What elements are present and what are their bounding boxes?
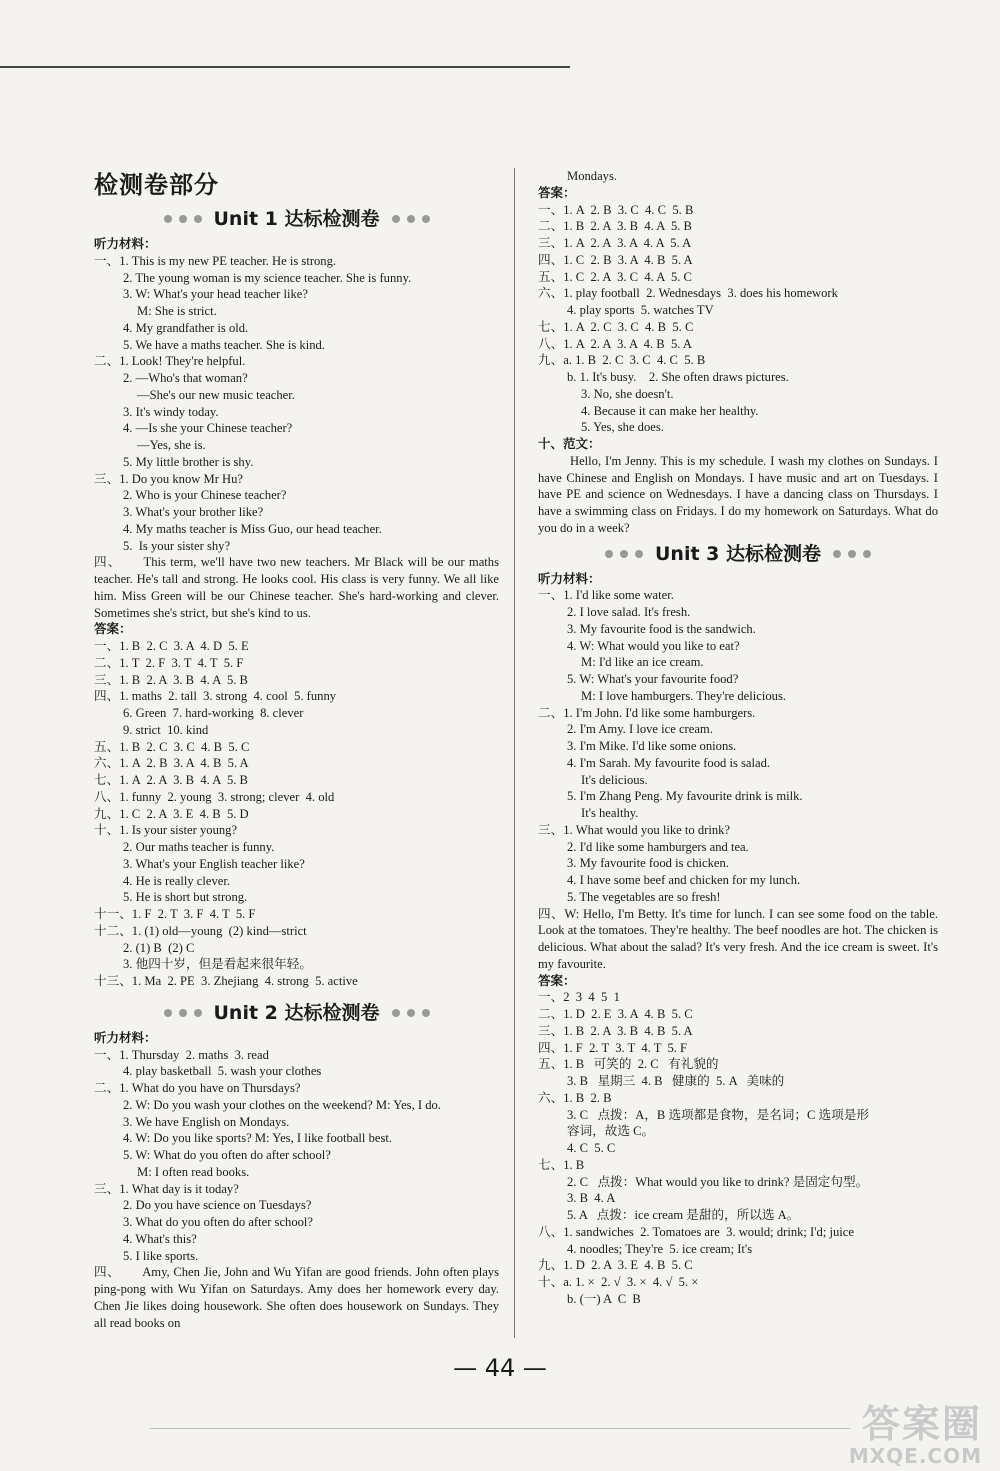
unit2-answers xyxy=(538,202,938,437)
text-line: M: She is strict. xyxy=(137,304,217,318)
watermark-logo xyxy=(849,1403,982,1467)
text-line: 三、1. What day is it today? xyxy=(94,1181,239,1196)
text-line: 5. W: What do you often do after school? xyxy=(123,1148,331,1162)
text-line: 3. My favourite food is chicken. xyxy=(567,856,729,871)
unit2-answers-label: 答案： xyxy=(538,184,576,200)
unit2-passage-cont: Mondays. xyxy=(567,169,618,183)
text-line: 容词，故选 C。 xyxy=(567,1124,655,1139)
text-line: 七、1. A 2. C 3. C 4. B 5. C xyxy=(538,319,694,334)
unit3-passage: 四、W: Hello, I'm Betty. It's time for lunch. I can see some food on the table. Look at the tomatoes. They're healthy. The beef noodles are hot. The chicken is delicious. What about the salad? It's very fresh. And the ice cream is sweet. It's my favourite. xyxy=(538,906,938,971)
text-line: —She's our new music teacher. xyxy=(137,387,295,402)
text-line: 二、1. B 2. A 3. B 4. A 5. B xyxy=(538,219,692,234)
unit3-listening xyxy=(538,587,938,905)
text-line: 二、1. I'm John. I'd like some hamburgers. xyxy=(538,705,756,720)
text-line: 2. W: Do you wash your clothes on the weekend? M: Yes, I do. xyxy=(123,1097,441,1112)
text-line: 二、1. Look! They're helpful. xyxy=(94,354,246,369)
unit2-title: Unit 2 达标检测卷 xyxy=(213,1001,380,1024)
text-line: 6. Green 7. hard-working 8. clever xyxy=(123,706,304,720)
text-line: 3. C 点拨：A，B 选项都是食物，是名词；C 选项是形 xyxy=(567,1107,869,1122)
unit2-passage-lead: 四、 xyxy=(94,1265,121,1280)
unit2-essay-label: 十、范文： xyxy=(538,436,601,451)
text-line: 六、1. A 2. B 3. A 4. B 5. A xyxy=(94,756,249,771)
text-line: 3. W: What's your head teacher like? xyxy=(123,287,308,302)
text-line: 5. We have a maths teacher. She is kind. xyxy=(123,337,325,352)
text-line: 四、1. C 2. B 3. A 4. B 5. A xyxy=(538,252,693,267)
unit1-listening xyxy=(94,253,499,555)
text-line: 2. I'm Amy. I love ice cream. xyxy=(567,722,713,737)
unit1-passage-text: This term, we'll have two new teachers. Mr Black will be our maths teacher. He's tall and strong. He looks cool. His class is very funny. We all like him. Miss Green will be our Chinese teacher. She's hard-working and clever. Sometimes she's strict, but she's kind to us. xyxy=(94,555,499,620)
text-line: 4. My maths teacher is Miss Guo, our head teacher. xyxy=(123,521,382,536)
text-line: 4. Because it can make her healthy. xyxy=(581,403,759,418)
text-line: 一、1. A 2. B 3. C 4. C 5. B xyxy=(538,202,694,217)
text-line: 4. What's this? xyxy=(123,1231,197,1246)
text-line: 十三、1. Ma 2. PE 3. Zhejiang 4. strong 5. active xyxy=(94,974,358,988)
unit2-listening xyxy=(94,1047,499,1265)
text-line: 5. He is short but strong. xyxy=(123,890,248,905)
text-line: 4. I have some beef and chicken for my lunch. xyxy=(567,873,801,887)
text-line: 5. I like sports. xyxy=(123,1248,199,1263)
text-line: 3. We have English on Mondays. xyxy=(123,1114,290,1129)
text-line: 3. It's windy today. xyxy=(123,404,219,419)
text-line: 2. Our maths teacher is funny. xyxy=(123,840,275,854)
text-line: 3. My favourite food is the sandwich. xyxy=(567,621,756,636)
unit2-listening-label: 听力材料： xyxy=(94,1029,157,1045)
text-line: 五、1. B 可笑的 2. C 有礼貌的 xyxy=(538,1057,719,1072)
text-line: 三、1. Do you know Mr Hu? xyxy=(94,471,244,486)
dots-icon xyxy=(392,215,430,223)
unit1-passage-lead: 四、 xyxy=(94,555,122,570)
dots-icon xyxy=(833,550,871,558)
text-line: 八、1. A 2. A 3. A 4. B 5. A xyxy=(538,336,692,351)
text-line: It's delicious. xyxy=(581,772,648,787)
unit3-answers xyxy=(538,989,938,1307)
text-line: 一、1. I'd like some water. xyxy=(538,588,674,603)
text-line: 六、1. play football 2. Wednesdays 3. does his homework xyxy=(538,286,838,301)
text-line: 3. B 4. A xyxy=(567,1191,616,1206)
watermark-text: 答案圈 xyxy=(861,1402,982,1446)
text-line: 四、1. maths 2. tall 3. strong 4. cool 5. funny xyxy=(94,689,337,704)
text-line: 一、1. This is my new PE teacher. He is strong. xyxy=(94,253,337,268)
text-line: 五、1. C 2. A 3. C 4. A 5. C xyxy=(538,269,692,284)
dots-icon xyxy=(605,550,643,558)
unit3-heading xyxy=(538,541,938,567)
text-line: 2. C 点拨：What would you like to drink? 是固定句型。 xyxy=(567,1174,869,1189)
text-line: 4. C 5. C xyxy=(567,1141,616,1155)
unit3-title: Unit 3 达标检测卷 xyxy=(655,542,821,565)
text-line: 5. A 点拨：ice cream 是甜的，所以选 A。 xyxy=(567,1208,800,1222)
text-line: 十一、1. F 2. T 3. F 4. T 5. F xyxy=(94,907,256,921)
text-line: —Yes, she is. xyxy=(137,438,206,452)
right-column xyxy=(538,168,938,1308)
text-line: 七、1. A 2. A 3. B 4. A 5. B xyxy=(94,773,248,787)
unit2-passage xyxy=(94,1264,499,1331)
text-line: 一、2 3 4 5 1 xyxy=(538,990,620,1005)
text-line: 2. I love salad. It's fresh. xyxy=(567,605,691,619)
text-line: 2. Who is your Chinese teacher? xyxy=(123,488,287,503)
unit1-answers-label: 答案： xyxy=(94,621,132,637)
text-line: M: I love hamburgers. They're delicious. xyxy=(581,688,787,703)
dots-icon xyxy=(392,1009,430,1017)
left-column xyxy=(94,168,499,1331)
unit1-answers xyxy=(94,638,499,990)
text-line: 5. My little brother is shy. xyxy=(123,454,254,469)
top-rule xyxy=(0,66,570,68)
text-line: 5. W: What's your favourite food? xyxy=(567,672,739,686)
text-line: 六、1. B 2. B xyxy=(538,1090,612,1105)
unit1-listening-label: 听力材料： xyxy=(94,236,157,251)
text-line: 4. play basketball 5. wash your clothes xyxy=(123,1064,322,1079)
unit1-title: Unit 1 达标检测卷 xyxy=(213,208,380,230)
unit3-listening-label: 听力材料： xyxy=(538,570,601,586)
text-line: 5. Is your sister shy? xyxy=(123,538,231,553)
text-line: 2. The young woman is my science teacher. She is funny. xyxy=(123,270,412,285)
text-line: 4. He is really clever. xyxy=(123,873,231,888)
unit3-answers-label: 答案： xyxy=(538,972,576,988)
text-line: 4. play sports 5. watches TV xyxy=(567,303,714,317)
text-line: 5. I'm Zhang Peng. My favourite drink is milk. xyxy=(567,789,803,804)
text-line: 四、1. F 2. T 3. T 4. T 5. F xyxy=(538,1040,688,1055)
text-line: 4. noodles; They're 5. ice cream; It's xyxy=(567,1241,753,1256)
text-line: 3. What's your brother like? xyxy=(123,505,264,519)
text-line: 2. —Who's that woman? xyxy=(123,371,248,385)
unit2-passage-text: Amy, Chen Jie, John and Wu Yifan are good friends. John often plays ping-pong with Wu Yifan on Saturdays. Amy does her homework every day. Chen Jie likes doing housework. She often does housework on Sundays. They all read books on xyxy=(94,1265,500,1330)
text-line: 3. What do you often do after school? xyxy=(123,1215,314,1229)
text-line: b. 1. It's busy. 2. She often draws pictures. xyxy=(567,370,789,384)
text-line: 3. No, she doesn't. xyxy=(581,386,674,401)
text-line: b. (一) A C B xyxy=(567,1291,641,1306)
text-line: 十、1. Is your sister young? xyxy=(94,823,238,838)
text-line: 三、1. B 2. A 3. B 4. B 5. A xyxy=(538,1023,693,1038)
text-line: 九、a. 1. B 2. C 3. C 4. C 5. B xyxy=(538,353,706,368)
text-line: 二、1. What do you have on Thursdays? xyxy=(94,1081,301,1095)
text-line: 一、1. B 2. C 3. A 4. D 5. E xyxy=(94,639,249,653)
text-line: It's healthy. xyxy=(581,806,639,820)
text-line: 3. 他四十岁，但是看起来很年轻。 xyxy=(123,957,312,972)
text-line: 十二、1. (1) old—young (2) kind—strict xyxy=(94,923,307,938)
text-line: 二、1. T 2. F 3. T 4. T 5. F xyxy=(94,655,244,670)
unit1-passage xyxy=(94,554,499,621)
text-line: 十、a. 1. × 2. √ 3. × 4. √ 5. × xyxy=(538,1275,699,1289)
text-line: 八、1. sandwiches 2. Tomatoes are 3. would; drink; I'd; juice xyxy=(538,1224,854,1239)
unit2-heading xyxy=(94,1000,499,1026)
watermark-url: MXQE.COM xyxy=(848,1444,982,1468)
page-number: — 44 — xyxy=(453,1354,547,1382)
text-line: 三、1. What would you like to drink? xyxy=(538,822,731,837)
text-line: 4. W: Do you like sports? M: Yes, I like football best. xyxy=(123,1131,392,1146)
text-line: 5. The vegetables are so fresh! xyxy=(567,889,721,904)
unit1-heading xyxy=(94,206,499,232)
column-divider xyxy=(514,168,515,1338)
text-line: 2. I'd like some hamburgers and tea. xyxy=(567,839,749,854)
dots-icon xyxy=(164,215,202,223)
dots-icon xyxy=(164,1009,202,1017)
text-line: 5. Yes, she does. xyxy=(581,420,664,435)
text-line: 八、1. funny 2. young 3. strong; clever 4. old xyxy=(94,789,335,804)
bottom-rule xyxy=(150,1428,850,1429)
text-line: 三、1. A 2. A 3. A 4. A 5. A xyxy=(538,236,692,250)
section-title: 检测卷部分 xyxy=(94,171,219,199)
text-line: 2. Do you have science on Tuesdays? xyxy=(123,1198,312,1213)
text-line: 二、1. D 2. E 3. A 4. B 5. C xyxy=(538,1007,693,1021)
text-line: 一、1. Thursday 2. maths 3. read xyxy=(94,1047,269,1062)
text-line: 4. I'm Sarah. My favourite food is salad. xyxy=(567,755,771,770)
text-line: 九、1. D 2. A 3. E 4. B 5. C xyxy=(538,1258,693,1273)
text-line: 4. —Is she your Chinese teacher? xyxy=(123,421,293,436)
text-line: 9. strict 10. kind xyxy=(123,722,209,737)
text-line: 3. What's your English teacher like? xyxy=(123,856,305,871)
text-line: 3. B 星期三 4. B 健康的 5. A 美味的 xyxy=(567,1074,785,1088)
text-line: 七、1. B xyxy=(538,1157,585,1172)
text-line: M: I often read books. xyxy=(137,1164,250,1179)
text-line: 3. I'm Mike. I'd like some onions. xyxy=(567,739,737,753)
text-line: 五、1. B 2. C 3. C 4. B 5. C xyxy=(94,739,250,754)
text-line: 4. W: What would you like to eat? xyxy=(567,638,740,653)
text-line: 三、1. B 2. A 3. B 4. A 5. B xyxy=(94,672,248,687)
text-line: 九、1. C 2. A 3. E 4. B 5. D xyxy=(94,806,249,821)
text-line: M: I'd like an ice cream. xyxy=(581,655,704,670)
unit2-essay: Hello, I'm Jenny. This is my schedule. I wash my clothes on Sundays. I have Chinese and English on Mondays. I have music and art on Tuesdays. I have PE and science on Wednesdays. I have a dancing class on Thursdays. I have a swimming class on Fridays. I do my homework on Saturdays. What do you do in a week? xyxy=(538,453,938,535)
text-line: 2. (1) B (2) C xyxy=(123,940,195,955)
text-line: 4. My grandfather is old. xyxy=(123,320,249,335)
